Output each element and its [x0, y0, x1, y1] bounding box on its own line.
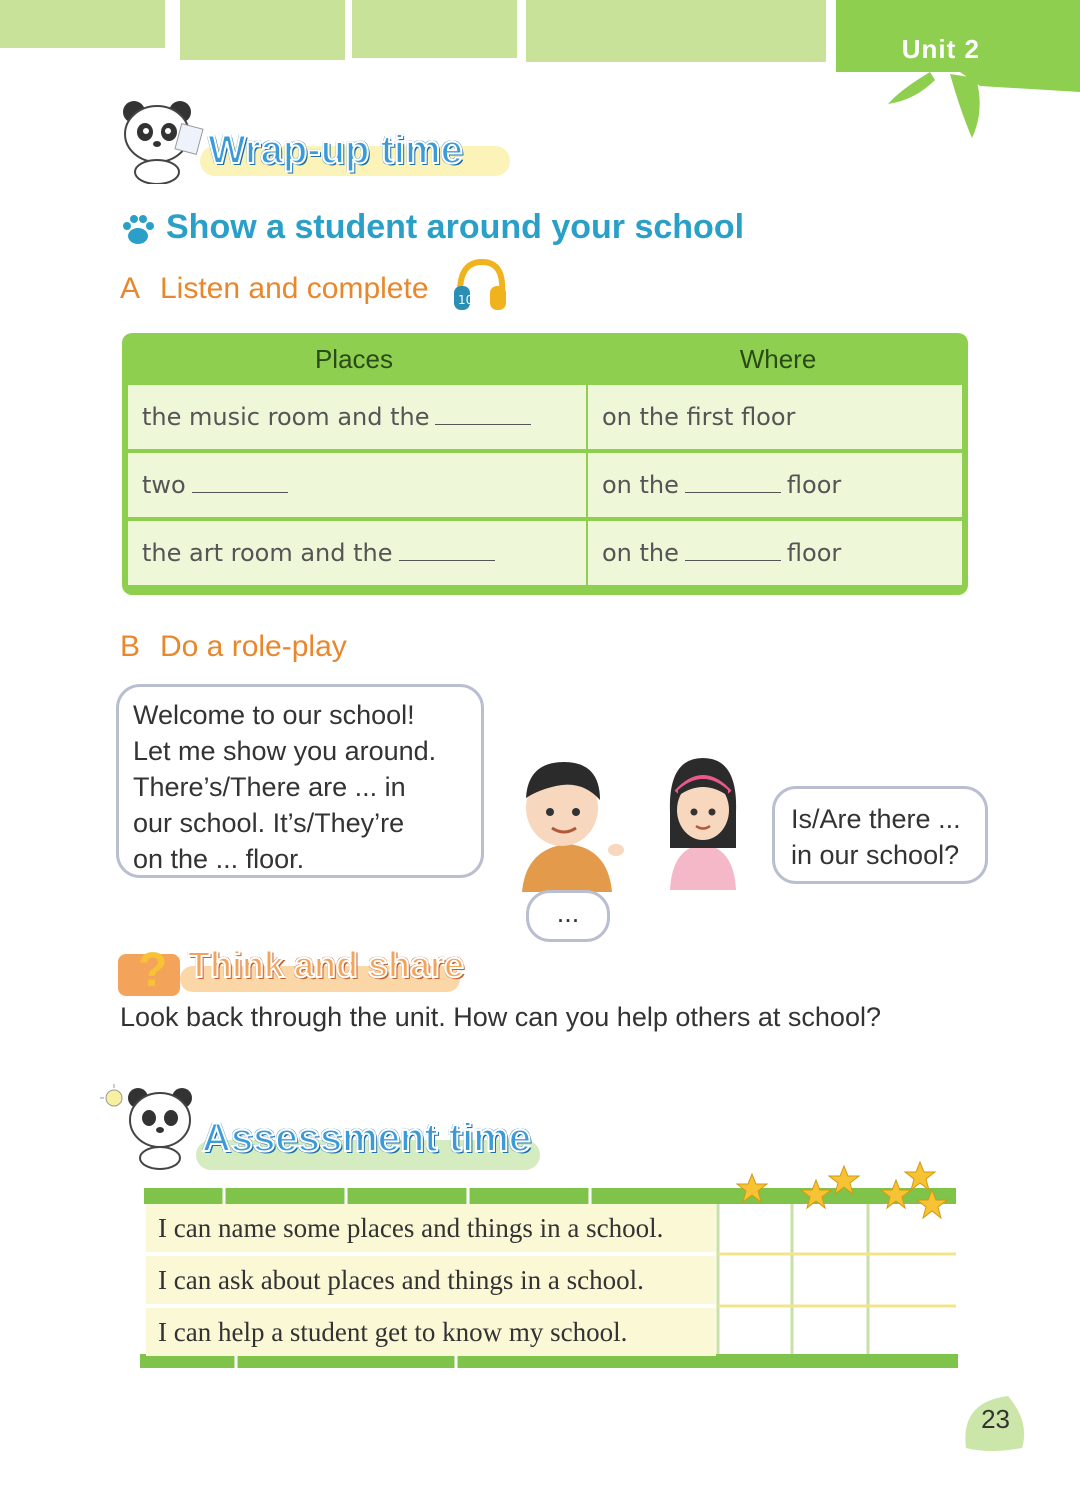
bubble-line: in our school?	[791, 840, 960, 870]
section-b-label: B	[120, 630, 141, 663]
svg-text:?: ?	[138, 944, 168, 996]
listen-table	[122, 333, 968, 595]
where-suffix: floor	[786, 539, 842, 567]
girl-speech-bubble	[772, 786, 988, 884]
answer-blank[interactable]	[192, 470, 288, 493]
where-text: on the	[602, 471, 679, 499]
unit-label: Unit 2	[901, 34, 980, 64]
place-text: two	[142, 471, 186, 499]
answer-blank[interactable]	[685, 470, 781, 493]
star-icon	[736, 1172, 768, 1208]
bubble-line: Let me show you around.	[133, 736, 437, 766]
girl-character-icon	[664, 752, 742, 890]
boy-character-icon	[512, 752, 624, 892]
assessment-title: Assessment time	[202, 1116, 532, 1160]
wrapup-title: Wrap-up time	[208, 128, 463, 172]
answer-blank[interactable]	[435, 402, 531, 425]
headphones-icon	[452, 256, 508, 316]
assessment-row: I can ask about places and things in a school.	[146, 1256, 716, 1304]
table-header-where: Where	[739, 344, 817, 374]
section-a-label: A	[120, 272, 141, 305]
table-header-places: Places	[314, 344, 394, 374]
place-text: the art room and the	[142, 539, 393, 567]
table-row	[588, 453, 962, 517]
task-heading: Show a student around your school	[166, 208, 745, 246]
where-suffix: floor	[786, 471, 842, 499]
small-speech-bubble	[526, 890, 610, 942]
bubble-line: on the ... floor.	[133, 844, 305, 874]
table-row	[588, 521, 962, 585]
paw-icon	[120, 212, 156, 248]
page-number: 23	[981, 1404, 1010, 1434]
bubble-line: There’s/There are ... in	[133, 772, 406, 802]
think-title: Think and share	[188, 944, 465, 985]
table-row	[128, 453, 586, 517]
place-text: the music room and the	[142, 403, 430, 431]
section-b-title: Do a role-play	[160, 630, 347, 663]
panda-mascot-icon	[122, 1086, 202, 1170]
where-text: on the first floor	[602, 403, 796, 431]
answer-blank[interactable]	[685, 538, 781, 561]
bubble-line: our school. It’s/They’re	[133, 808, 405, 838]
boy-speech-bubble	[116, 684, 484, 878]
table-row	[588, 385, 962, 449]
question-mark-icon	[118, 934, 182, 996]
star-icon	[916, 1188, 948, 1224]
table-row	[128, 521, 586, 585]
assessment-row: I can name some places and things in a school.	[146, 1204, 716, 1252]
think-text: Look back through the unit. How can you help others at school?	[120, 1002, 881, 1032]
where-text: on the	[602, 539, 679, 567]
bubble-line: Is/Are there ...	[791, 804, 961, 834]
table-row	[128, 385, 586, 449]
answer-blank[interactable]	[399, 538, 495, 561]
bubble-ellipsis: ...	[556, 898, 580, 928]
section-a-title: Listen and complete	[160, 272, 429, 305]
svg-text:10: 10	[458, 293, 474, 307]
bubble-line: Welcome to our school!	[133, 700, 415, 730]
star-icon	[828, 1164, 860, 1200]
assessment-table	[140, 1188, 958, 1368]
panda-mascot-icon	[116, 98, 206, 184]
assessment-row: I can help a student get to know my school.	[146, 1308, 716, 1356]
